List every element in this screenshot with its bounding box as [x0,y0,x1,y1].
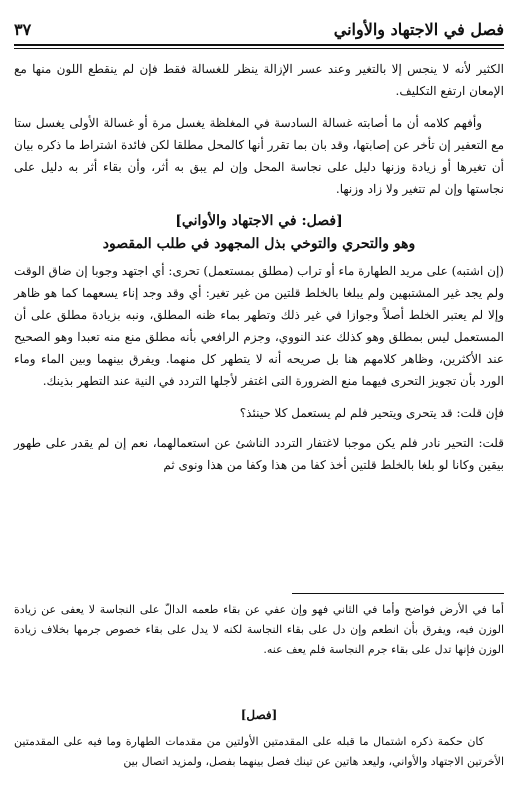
page-header [14,14,504,44]
question-paragraph: فإن قلت: قد يتحرى ويتحير فلم لم يستعمل كلا حينئذ؟ [239,406,504,420]
section-subheading: وهو والتحري والتوخي بذل المجهود في طلب المقصود [102,236,416,252]
lower-paragraph: كان حكمة ذكره اشتمال ما قبله على المقدمتين الأولتين من مقدمات الطهارة وما فيه على المقدمتين الأخرتين الاجتهاد والأواني، وليعد هاتين عن تينك فصل بينهما بفصل، ولمزيد اتصال بين [14,735,504,768]
paragraph-1: الكثير لأنه لا ينجس إلا بالتغير وعند عسر الإزالة ينظر للغسالة فقط فإن لم ينقطع اللون منها مع الإمعان ارتفع التكليف. [14,62,504,98]
header-rule [14,44,504,46]
footnote: أما في الأرض فواضح وأما في الثاني فهو وإن عفي عن بقاء طعمه الدالّ على النجاسة لا يعفى عن زيادة الوزن فيه، ويفرق بأن انطعم وإن دل على بقاء النجاسة لكنه لا يدل على بقاء خصوص جرمها بخلاف زيادة الوزن فإنها تدل على بقاء جرم النجاسة فلم يعف عنه. [14,603,504,656]
main-text [14,58,504,484]
running-title: فصل في الاجتهاد والأواني [333,19,504,39]
fasl-heading: [فصل] [240,708,278,722]
answer-paragraph: قلت: التحير نادر فلم يكن موجبا لاغتفار التردد الناشئ عن استعمالهما، نعم إن لم يقدر على طهور بيقين وكانا لو بلغا بالخلط قلتين أخذ كفا من هذا وكفا من هذا ونوى ثم [14,436,504,472]
section-heading: [فصل: في الاجتهاد والأواني] [175,213,343,229]
paragraph-3: (إن اشتبه) على مريد الطهارة ماء أو تراب (مطلق بمستعمل) تحرى: أي اجتهد وجوبا إن ضاق الوقت ولم يجد غير المشتبهين ولم يبلغا بالخلط قلتين من غير تغير: أي وقد وجد إناء يسعهما كما هو ظاهر وإلا لم يعتبر الخلط أصلاً وجوازا في غير ذلك وتطهر بماء ظنه المطلق، ونبه بزيادة مطلق على أن المستعمل ليس بمطلق وهو كذلك عند النووي، وجزم الرافعي بأنه مطلق منع منه تعبدا وهو الصحيح عند الأكثرين، وظاهر كلامهم هنا بل صريحه أنه لا يتطهر كل منهما. ويفرق بينهما وبين الماء وماء الورد بأن تجويز التحرى فيهما منع الضرورة التى اغتفر لأجلها التردد في النية عند التطهر بذينك. [14,264,504,388]
page-number: ٣٧ [14,19,32,39]
paragraph-2: وأفهم كلامه أن ما أصابته غسالة السادسة في المغلظة يغسل مرة أو غسالة الأولى يغسل ستا مع التعفير إن تأخر عن إصابتها، وقد بان بما تقرر أنها كالمحل مطلقا لكن فائدة اشتراط ما ذكره بيان أن تغيرها أو زيادة وزنها دليل على نجاسة المحل وإن لم يبق به أثر، وأن بقاء أثر به دليل على نجاستها وإن لم تتغير ولا زاد وزنها. [14,116,504,196]
footnote-separator [292,593,504,594]
header-rule-thin [14,48,504,49]
